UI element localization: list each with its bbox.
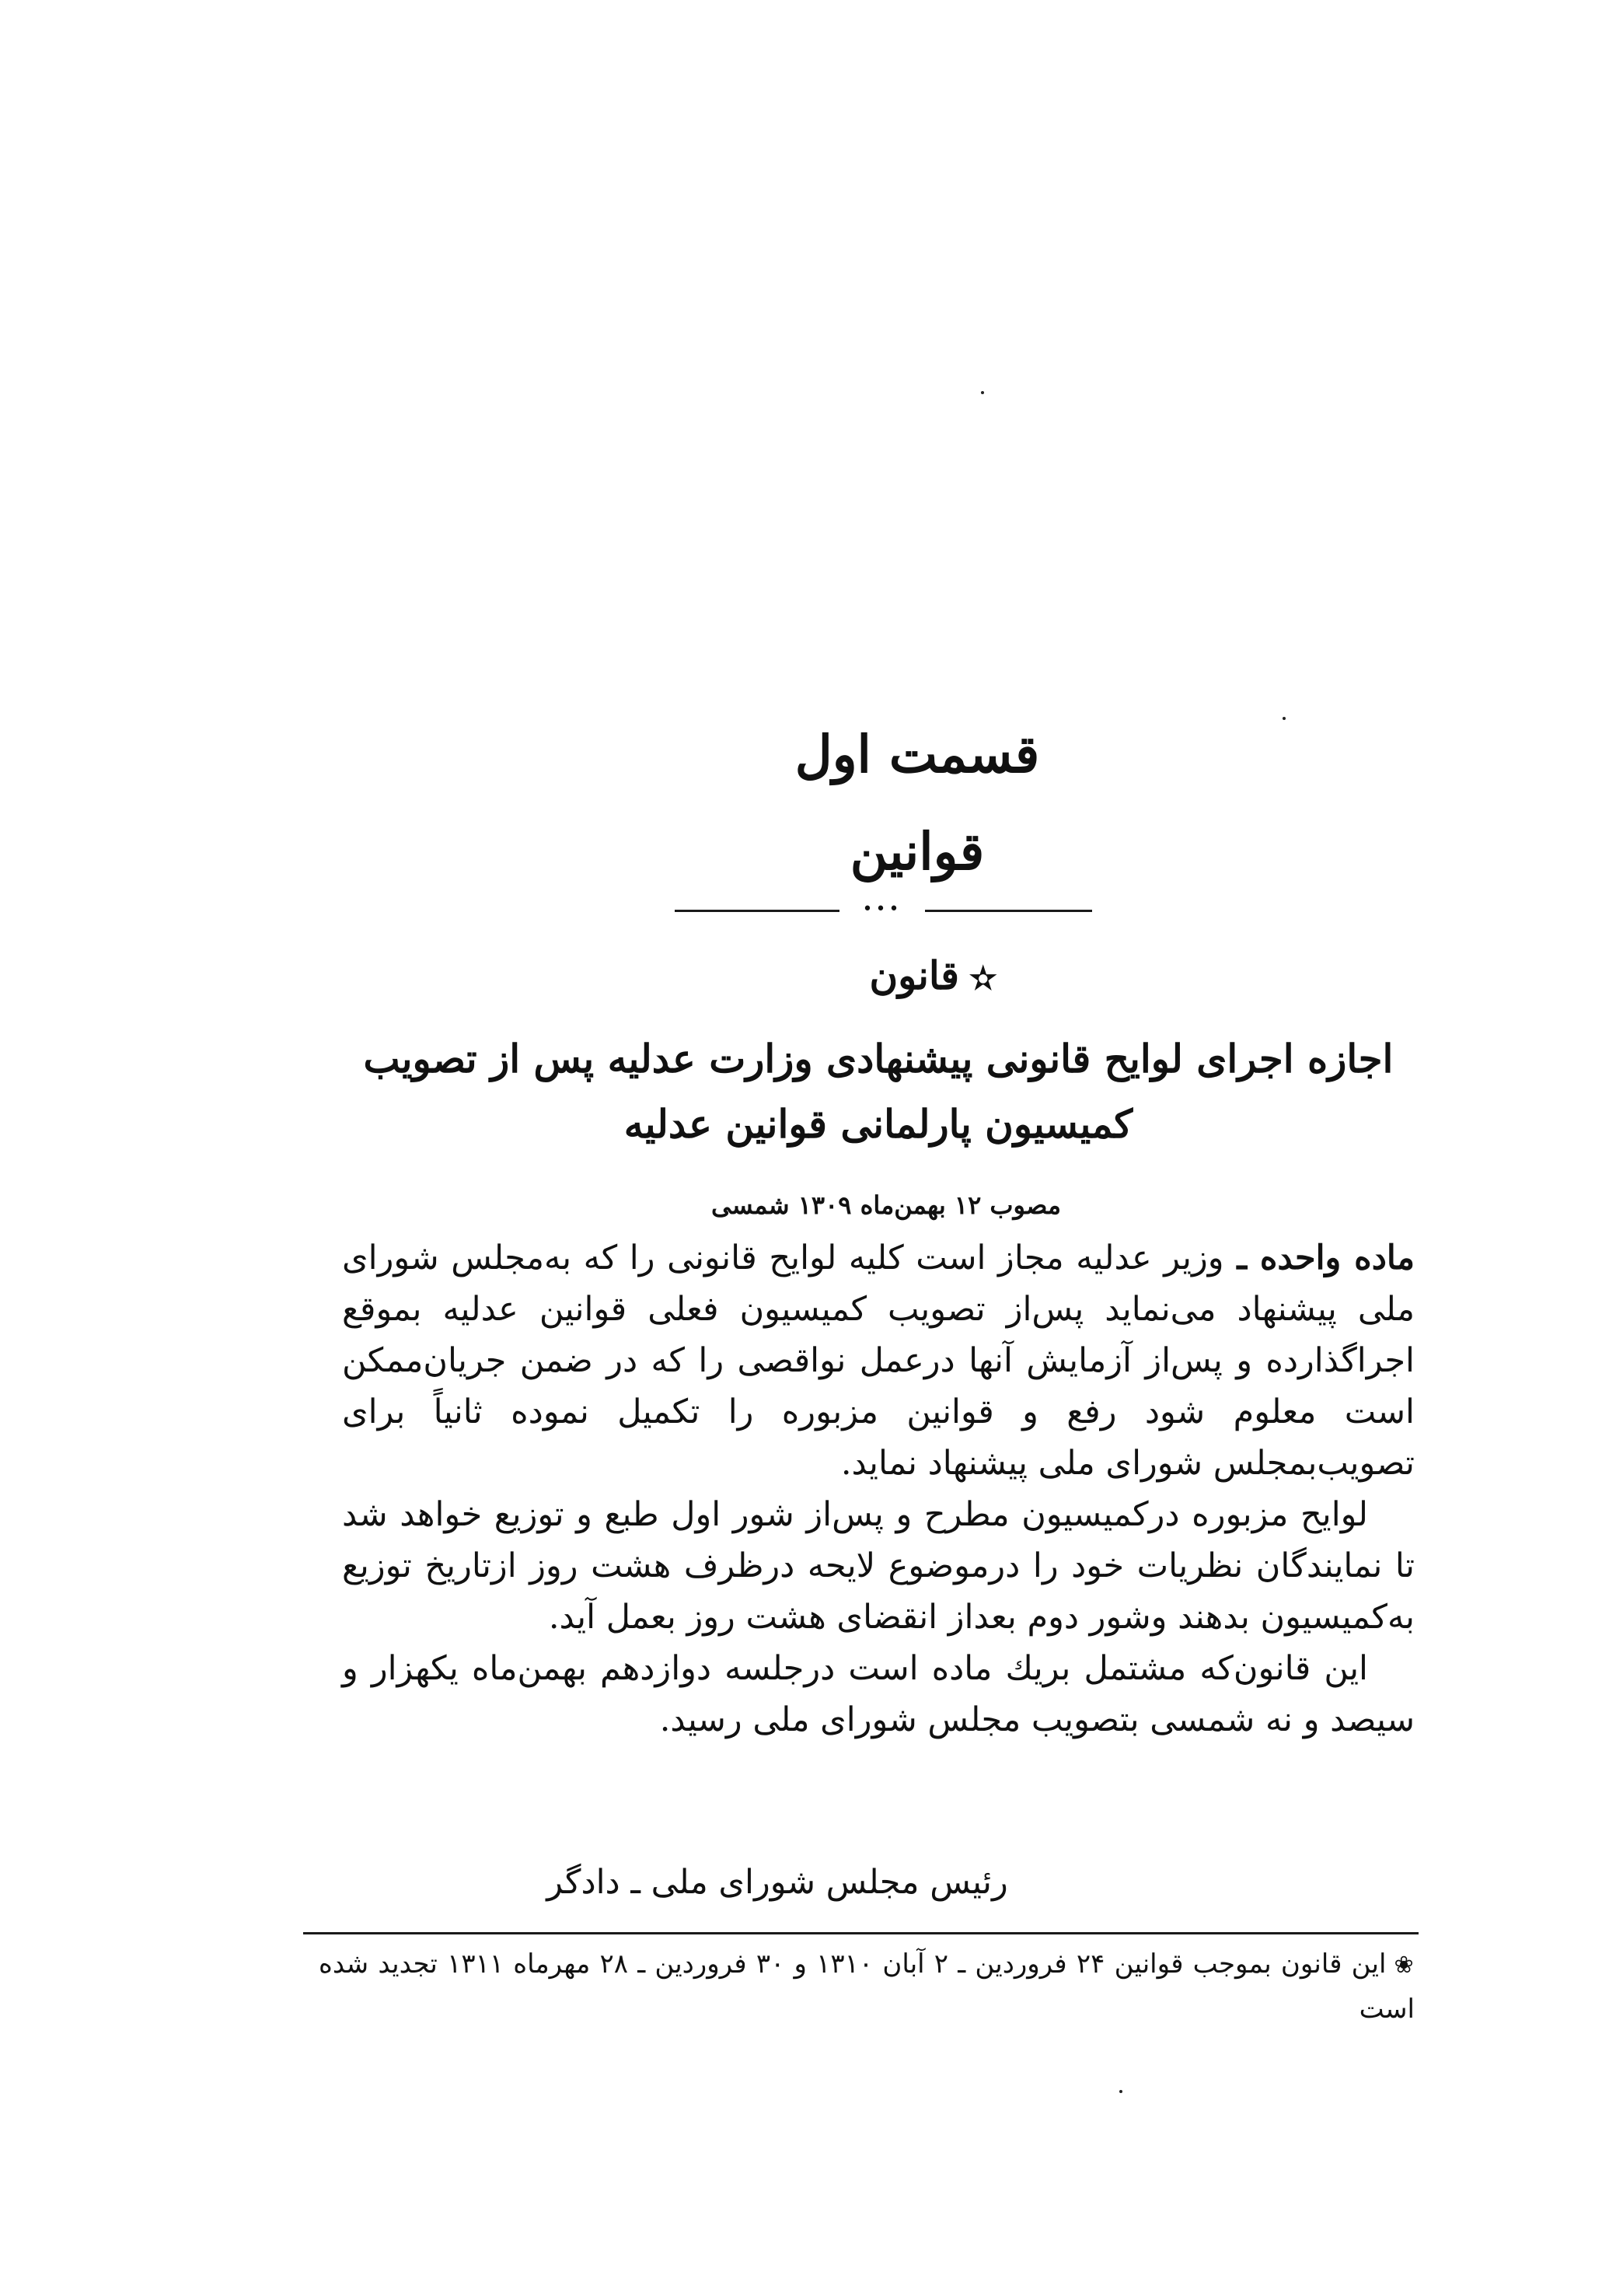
scan-speck [1119,2090,1122,2093]
law-title-line: کمیسیون پارلمانی قوانین عدلیه [623,1101,1133,1147]
footnote-mark-icon: ❀ [1394,1952,1415,1979]
ratification-paragraph: این قانون‌که مشتمل بریك ماده است درجلسه دوازدهم بهمن‌ماه یکهزار و سیصد و نه شمسی بتصویب مجلس شورای ملی رسید. [342,1649,1415,1739]
article-paragraph [342,1232,1415,1489]
part-title: قسمت اول [794,724,1040,785]
signature-line: رئیس مجلس شورای ملی ـ دادگر [546,1863,1008,1902]
article-label: ماده واحده ـ [1223,1239,1415,1277]
footnote [319,1942,1415,2031]
article-text: وزیر عدلیه مجاز است کلیه لوایح قانونی را که به‌مجلس شورای ملی پیشنهاد می‌نماید پس‌از تصویب کمیسیون فعلی قوانین عدلیه بموقع اجراگذارده و پس‌از آزمایش آنها درعمل نواقصی را که در ضمن جریان‌ممکن است معلوم شود رفع و قوانین مزبوره را تکمیل نموده ثانیاً برای تصویب‌بمجلس شورای ملی پیشنهاد نماید. [342,1239,1415,1483]
law-heading [816,949,1049,1006]
ornament-dots: ••• [839,899,925,921]
procedure-paragraph: لوایح مزبوره درکمیسیون مطرح و پس‌از شور اول طبع و توزیع خواهد شد تا نمایندگان نظریات خود را درموضوع لایحه درظرف هشت روز ازتاریخ توزیع به‌کمیسیون بدهند وشور دوم بعداز انقضای هشت روز بعمل آید. [342,1495,1415,1637]
scan-speck [1283,717,1286,720]
law-heading-label: قانون [869,952,960,998]
footnote-text: این قانون بموجب قوانین ۲۴ فروردین ـ ۲ آبان ۱۳۱۰ و ۳۰ فروردین ـ ۲۸ مهرماه ۱۳۱۱ تجدید شده است [319,1948,1415,2025]
footnote-divider [303,1932,1419,1934]
approval-date: مصوب ۱۲ بهمن‌ماه ۱۳۰۹ شمسی [711,1190,1061,1220]
law-body [342,1232,1415,1746]
law-title-line: اجازه اجرای لوایح قانونی پیشنهادی وزارت عدلیه پس از تصویب [363,1036,1394,1082]
law-title [342,1026,1415,1157]
star-icon: ✫ [970,960,996,997]
section-title: قوانین [850,821,985,882]
scan-speck [981,391,984,394]
